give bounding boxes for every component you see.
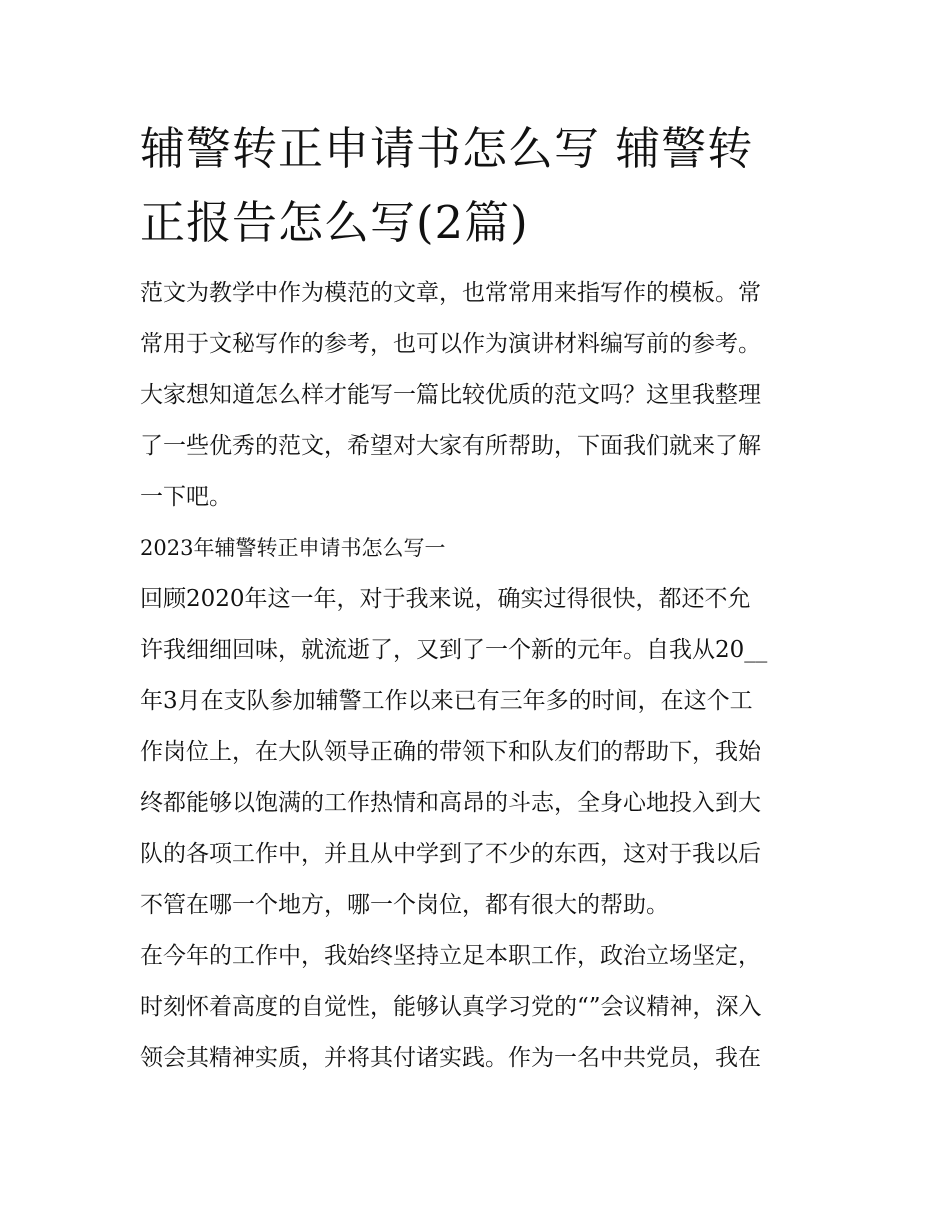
text-line: 常用于文秘写作的参考，也可以作为演讲材料编写前的参考。: [140, 331, 761, 357]
text-line: 范文为教学中作为模范的文章，也常常用来指写作的模板。常: [140, 280, 761, 306]
text-line: 在今年的工作中，我始终坚持立足本职工作，政治立场坚定，: [140, 943, 761, 969]
text-line: 了一些优秀的范文，希望对大家有所帮助，下面我们就来了解: [140, 433, 761, 459]
title-line: 辅警转正申请书怎么写 辅警转: [140, 122, 754, 175]
document-content: [140, 112, 812, 1084]
document-title: [140, 112, 812, 260]
section-heading: 2023年辅警转正申请书怎么写一: [140, 536, 446, 560]
title-line: 正报告怎么写(2篇): [140, 196, 529, 249]
text-line: 一下吧。: [140, 484, 232, 510]
text-line: 年3月在支队参加辅警工作以来已有三年多的时间，在这个工: [140, 688, 753, 714]
text-line: 回顾2020年这一年，对于我来说，确实过得很快，都还不允: [140, 586, 751, 612]
text-line: 许我细细回味，就流逝了，又到了一个新的元年。自我从20__: [140, 637, 768, 663]
text-line: 大家想知道怎么样才能写一篇比较优质的范文吗？这里我整理: [140, 382, 761, 408]
text-line: 时刻怀着高度的自觉性，能够认真学习党的“”会议精神，深入: [140, 994, 762, 1020]
text-line: 终都能够以饱满的工作热情和高昂的斗志，全身心地投入到大: [140, 790, 761, 816]
text-line: 作岗位上，在大队领导正确的带领下和队友们的帮助下，我始: [140, 739, 761, 765]
body-paragraph-1: [140, 574, 812, 931]
body-paragraph-2: [140, 931, 812, 1084]
intro-paragraph: [140, 268, 812, 523]
text-line: 不管在哪一个地方，哪一个岗位，都有很大的帮助。: [140, 892, 669, 918]
text-line: 队的各项工作中，并且从中学到了不少的东西，这对于我以后: [140, 841, 761, 867]
text-line: 领会其精神实质，并将其付诸实践。作为一名中共党员，我在: [140, 1045, 761, 1071]
